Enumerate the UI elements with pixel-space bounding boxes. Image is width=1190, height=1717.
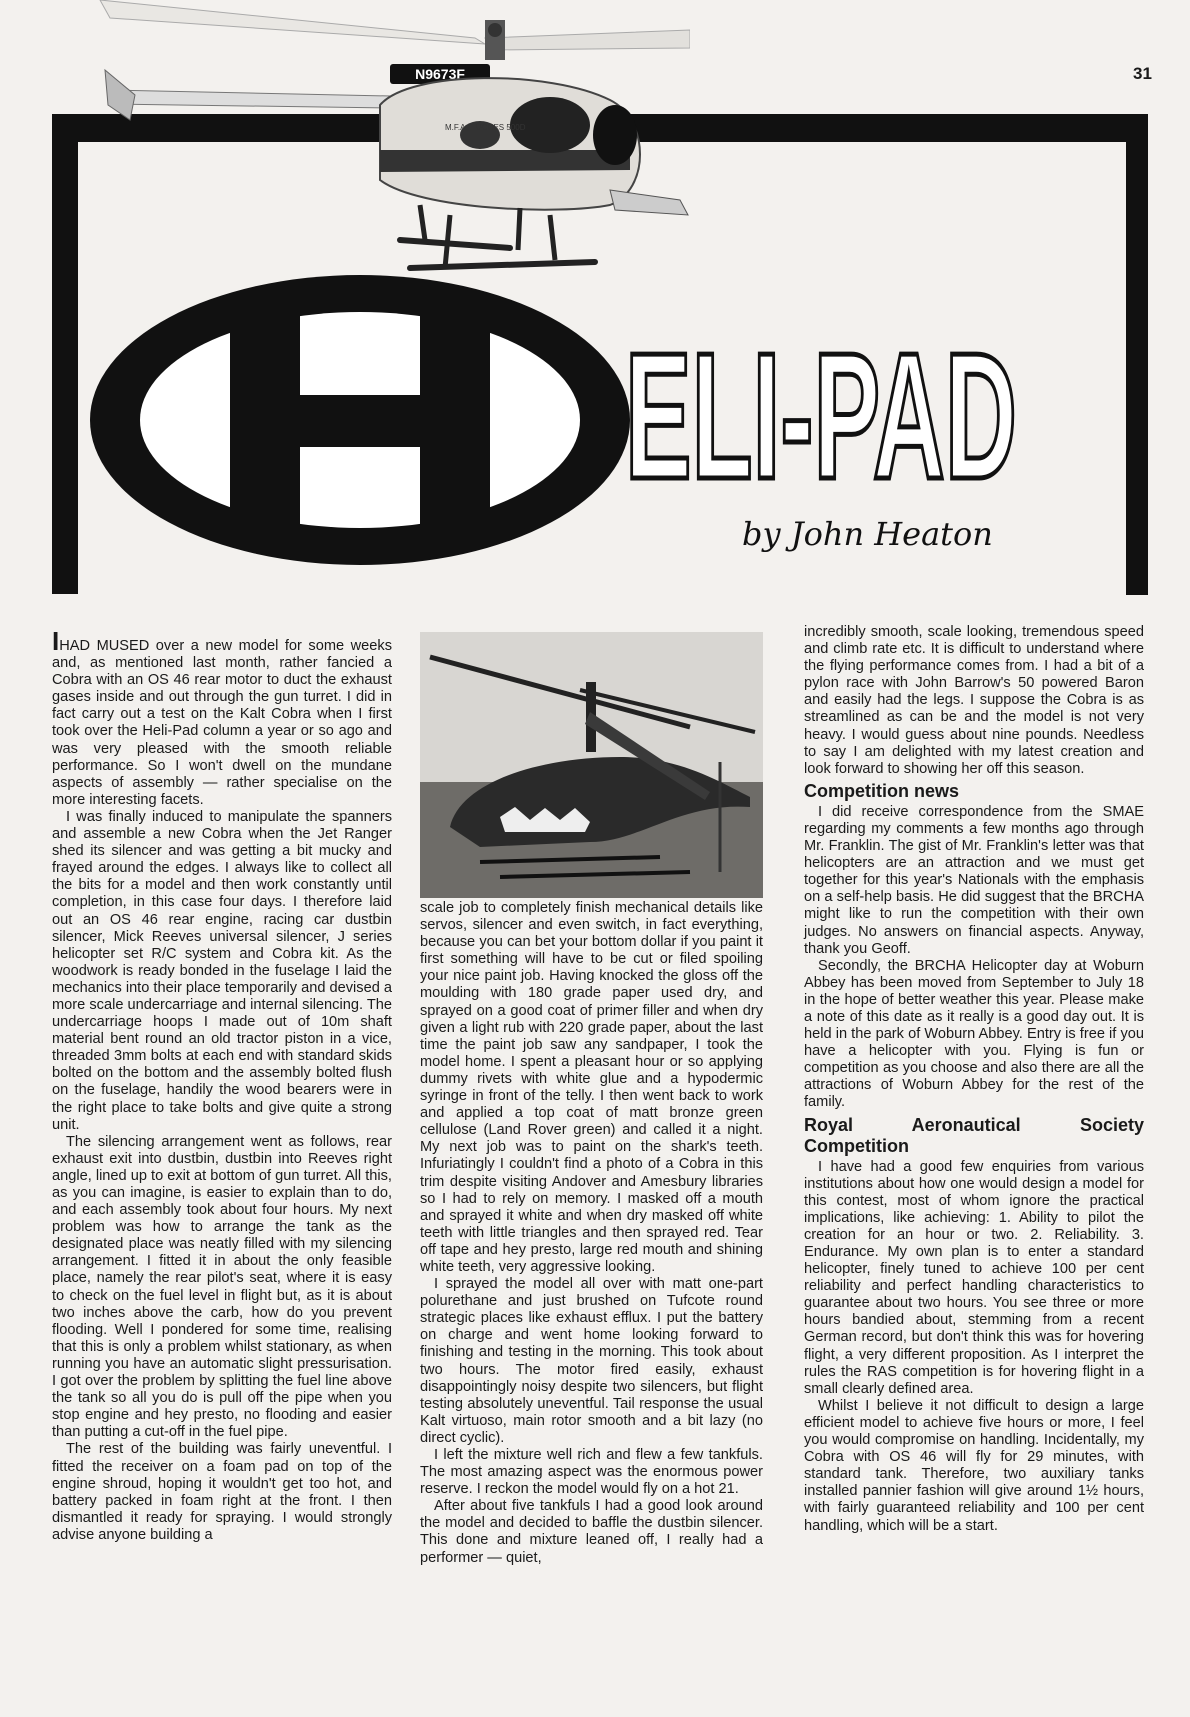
paragraph: After about five tankfuls I had a good look around the model and decided to baffle the dustbin silencer. This done and mixture leaned off, I really had a performer — quiet, (420, 1498, 763, 1566)
article-column-1 (52, 626, 392, 1544)
paragraph: I left the mixture well rich and flew a few tankfuls. The most amazing aspect was the enormous power reserve. I reckon the model would fly on a hot 21. (420, 1447, 763, 1498)
drop-cap: I (52, 626, 60, 656)
paragraph: Whilst I believe it not difficult to design a large efficient model to achieve five hours or more, I feel you would compromise on handling. Incidentally, my Cobra with OS 46 will fly for 29 minutes, with standard tank. Therefore, two auxiliary tanks installed pannier fashion will give around 1½ hours, with fairly guaranteed reliability and 100 per cent handling, which will be a start. (804, 1397, 1144, 1534)
article-column-3 (804, 624, 1144, 1535)
paragraph: incredibly smooth, scale looking, tremendous speed and climb rate etc. It is difficult to understand where the flying performance comes from. I had a bit of a pylon race with John Barrow's 50 powered Baron and easily had the legs. I suppose the Cobra is as streamlined as can be and the model is not very heavy. I would guess about nine pounds. Needless to say I am delighted with my latest creation and look forward to showing her off this season. (804, 624, 1144, 777)
heli-pad-title (625, 330, 1025, 490)
helicopter-photo (90, 0, 690, 290)
paragraph: I was finally induced to manipulate the spanners and assemble a new Cobra when the Jet Ranger shed its silencer and was getting a bit mucky and frayed around the edges. I always like to collect all the bits for a model and then work constantly until completion, in this case four days. I therefore laid out an OS 46 rear engine, racing car dustbin silencer, Mick Reeves universal silencer, J series helicopter set R/C system and Cobra kit. As the woodwork is ready bonded in the fuselage I laid the mechanics into their place temporarily and devised a more scale undercarriage and internal silencing. The undercarriage hoops I made out of 10m shaft material bent round an old tractor piston in a vice, threaded 3mm bolts at each end with standard skids bolted on the bottom and the assembly bolted flush on the fuselage, handily the wood bearers were in the right place to take bolts and give quite a strong unit. (52, 808, 392, 1133)
title-initial: H (359, 430, 361, 431)
cobra-model-photo (420, 632, 763, 898)
heli-pad-h-logo (80, 270, 640, 570)
helicopter-side-text: M.F.A. HUGHES 500D (445, 123, 526, 132)
paragraph: IHAD MUSED over a new model for some weeks and, as mentioned last month, rather fancied a Cobra with an OS 46 rear motor to duct the exhaust gases inside and out through the gun turret. I did in fact carry out a test on the Kalt Cobra when I first took over the Heli-Pad column a year or so ago and was very pleased with the smooth reliable performance. So I won't dwell on the mundane aspects of assembly — rather specialise on the more interesting facets. (52, 626, 392, 808)
article-column-2 (420, 900, 763, 1567)
paragraph: The silencing arrangement went as follows, rear exhaust exit into dustbin, dustbin into Reeves right angle, lined up to exit at bottom of gun turret. All this, as you can imagine, is easier to explain than to do, and each assembly took about four hours. My next problem was how to arrange the tank as the designated place was neatly filled with my silencing arrangement. I fitted it in about the only feasible place, namely the rear pilot's seat, where it is easy to check on the fuel level in flight but, as it is about two inches above the carb, how do you prevent flooding. Well I pondered for some time, realising that this is only a problem whilst stationary, as when running you have an automatic slight pressurisation. I got over the problem by splitting the fuel line above the tank so all you do is pull off the pipe when you stop engine and hey presto, no flooding and easier than putting a cut-off in the fuel pipe. (52, 1133, 392, 1441)
title-text: ELI-PAD (625, 330, 1017, 490)
page-number: 31 (1133, 64, 1152, 83)
paragraph: scale job to completely finish mechanical details like servos, silencer and even switch, in fact everything, because you can bet your bottom dollar if you paint it first something will have to be cut or filed spoiling your nice paint job. Having knocked the gloss off the moulding with 180 grade paper used dry, and sprayed on a good coat of primer filler and when dry given a light rub with 220 grade paper, about the last time the paint job saw any sandpaper, I took the model home. I spent a pleasant hour or so applying dummy rivets with white glue and a hypodermic syringe in front of the telly. I then went back to work and applied a top coat of matt bronze green cellulose (Land Rover green) and called it a night. My next job was to paint on the shark's teeth. Infuriatingly I couldn't find a photo of a Cobra in this trim despite visiting Andover and Amesbury libraries so I had to rely on memory. I masked off a mouth and sprayed it white and when dry masked off white teeth with little triangles and then sprayed red. Tear off tape and hey presto, large red mouth and shining white teeth, very aggressive looking. (420, 900, 763, 1275)
heading-frame-right (1126, 114, 1148, 595)
paragraph: I sprayed the model all over with matt one-part polurethane and just brushed on Tufcote round strategic places like exhaust efflux. I put the battery on charge and went home looking forward to finishing and testing in the morning. This took about two hours. The motor fired easily, exhaust disappointingly noisy despite two silencers, but flight testing absolutely uneventful. Tail response the usual Kalt virtuoso, main rotor smooth and a bit lazy (no direct cyclic). (420, 1276, 763, 1446)
paragraph: I did receive correspondence from the SMAE regarding my comments a few months ago through Mr. Franklin. The gist of Mr. Franklin's letter was that helicopters are an attraction and we must get together for this year's Nationals with the emphasis on a self-help basis. He did suggest that the BRCHA might like to run the competition with their own judges. No answers on financial aspects. Anyway, thank you Geoff. (804, 803, 1144, 957)
helicopter-registration: N9673F (415, 66, 465, 82)
paragraph: The rest of the building was fairly uneventful. I fitted the receiver on a foam pad on top of the engine shroud, hoping it wouldn't get too hot, and battery packed in foam right at the front. I then dismantled it ready for spraying. I would strongly advise anyone building a (52, 1441, 392, 1543)
heading-frame-left (52, 114, 78, 594)
paragraph: Secondly, the BRCHA Helicopter day at Woburn Abbey has been moved from September to July 18 in the hope of better weather this year. Please make a note of this date as it really is a good day out. It is held in the park of Woburn Abbey. Entry is free if you have a helicopter with you. Flying is fun or competition as you choose and also there are all the attractions of Woburn Abbey for the rest of the family. (804, 957, 1144, 1111)
paragraph: I have had a good few enquiries from various institutions about how one would design a model for this contest, most of whom ignore the practical implications, like achieving: 1. Ability to pilot the creation for an hour or two. 2. Reliability. 3. Endurance. My own plan is to enter a standard helicopter, finely tuned to achieve 100 per cent reliability and perfect handling characteristics to guarantee about two hours. You see three or more hours bandied about, stemming from a recent German record, but don't think this was for hovering flight, a very different proposition. As I interpret the rules the RAS competition is for hovering flight in a small clearly defined area. (804, 1158, 1144, 1397)
subheading-competition-news: Competition news (804, 780, 960, 801)
byline: by John Heaton (742, 515, 993, 553)
subheading-ras-competition: Royal Aeronautical Society Competition (804, 1114, 1144, 1156)
